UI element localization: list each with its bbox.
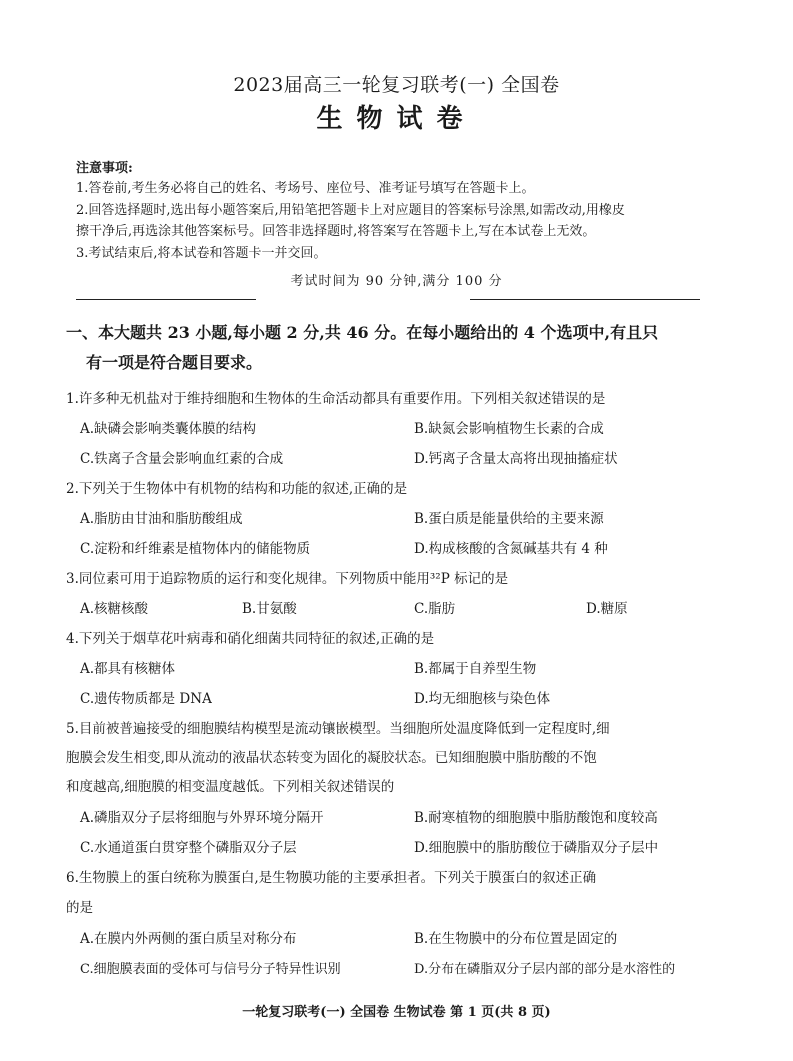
question-2-option-c: C.淀粉和纤维素是植物体内的储能物质 xyxy=(80,541,311,557)
question-4-option-a: A.都具有核糖体 xyxy=(80,661,176,677)
section-heading: 一、本大题共 23 小题,每小题 2 分,共 46 分。在每小题给出的 4 个选项中,有且只 xyxy=(66,323,659,342)
question-2-option-b: B.蛋白质是能量供给的主要来源 xyxy=(414,511,604,527)
question-4-option-d: D.均无细胞核与染色体 xyxy=(414,691,551,707)
section-heading-cont: 有一项是符合题目要求。 xyxy=(86,353,263,372)
question-1-option-b: B.缺氮会影响植物生长素的合成 xyxy=(414,421,604,437)
notice-item: 3.考试结束后,将本试卷和答题卡一并交回。 xyxy=(76,246,327,261)
notice-item: 擦干净后,再选涂其他答案标号。回答非选择题时,将答案写在答题卡上,写在本试卷上无效。 xyxy=(76,224,596,239)
question-6-option-a: A.在膜内外两侧的蛋白质呈对称分布 xyxy=(80,931,297,947)
question-6-stem-cont: 的是 xyxy=(66,900,93,916)
question-1-option-a: A.缺磷会影响类囊体膜的结构 xyxy=(80,421,257,437)
exam-title: 2023届高三一轮复习联考(一) 全国卷 xyxy=(233,74,560,96)
question-5-option-a: A.磷脂双分子层将细胞与外界环境分隔开 xyxy=(80,810,324,826)
subject-title: 生物试卷 xyxy=(316,104,477,134)
question-3-option-d: D.糖原 xyxy=(586,601,628,617)
divider-left xyxy=(76,299,256,300)
question-5-option-b: B.耐寒植物的细胞膜中脂肪酸饱和度较高 xyxy=(414,810,658,826)
question-1-option-c: C.铁离子含量会影响血红素的合成 xyxy=(80,451,284,467)
question-4-stem: 4.下列关于烟草花叶病毒和硝化细菌共同特征的叙述,正确的是 xyxy=(66,631,435,647)
exam-time: 考试时间为 90 分钟,满分 100 分 xyxy=(290,274,503,289)
notice-item: 2.回答选择题时,选出每小题答案后,用铅笔把答题卡上对应题目的答案标号涂黑,如需改动,用橡皮 xyxy=(76,203,625,218)
question-6-option-b: B.在生物膜中的分布位置是固定的 xyxy=(414,931,618,947)
question-5-option-c: C.水通道蛋白贯穿整个磷脂双分子层 xyxy=(80,840,297,856)
question-2-option-a: A.脂肪由甘油和脂肪酸组成 xyxy=(80,511,243,527)
notice-item: 1.答卷前,考生务必将自己的姓名、考场号、座位号、准考证号填写在答题卡上。 xyxy=(76,181,535,196)
question-5-option-d: D.细胞膜中的脂肪酸位于磷脂双分子层中 xyxy=(414,840,659,856)
question-4-option-c: C.遗传物质都是 DNA xyxy=(80,691,212,707)
question-5-stem-cont: 胞膜会发生相变,即从流动的液晶状态转变为固化的凝胶状态。已知细胞膜中脂肪酸的不饱 xyxy=(66,750,597,766)
question-1-stem: 1.许多种无机盐对于维持细胞和生物体的生命活动都具有重要作用。下列相关叙述错误的是 xyxy=(66,391,606,407)
question-6-option-d: D.分布在磷脂双分子层内部的部分是水溶性的 xyxy=(414,962,676,977)
question-3-option-c: C.脂肪 xyxy=(414,601,456,617)
question-3-option-b: B.甘氨酸 xyxy=(242,601,297,617)
question-6-option-c: C.细胞膜表面的受体可与信号分子特异性识别 xyxy=(80,962,341,977)
notice-heading: 注意事项: xyxy=(76,161,133,176)
question-6-stem: 6.生物膜上的蛋白统称为膜蛋白,是生物膜功能的主要承担者。下列关于膜蛋白的叙述正确 xyxy=(66,870,597,886)
question-5-stem-cont: 和度越高,细胞膜的相变温度越低。下列相关叙述错误的 xyxy=(66,779,395,795)
page-footer: 一轮复习联考(一) 全国卷 生物试卷 第 1 页(共 8 页) xyxy=(242,1005,551,1020)
divider-right xyxy=(470,299,700,300)
question-3-option-a: A.核糖核酸 xyxy=(80,601,149,617)
question-1-option-d: D.钙离子含量太高将出现抽搐症状 xyxy=(414,451,618,467)
question-2-option-d: D.构成核酸的含氮碱基共有 4 种 xyxy=(414,541,608,557)
question-5-stem: 5.目前被普遍接受的细胞膜结构模型是流动镶嵌模型。当细胞所处温度降低到一定程度时,细 xyxy=(66,721,610,737)
question-2-stem: 2.下列关于生物体中有机物的结构和功能的叙述,正确的是 xyxy=(66,481,408,497)
question-4-option-b: B.都属于自养型生物 xyxy=(414,661,537,677)
question-3-stem: 3.同位素可用于追踪物质的运行和变化规律。下列物质中能用³²P 标记的是 xyxy=(66,571,509,587)
